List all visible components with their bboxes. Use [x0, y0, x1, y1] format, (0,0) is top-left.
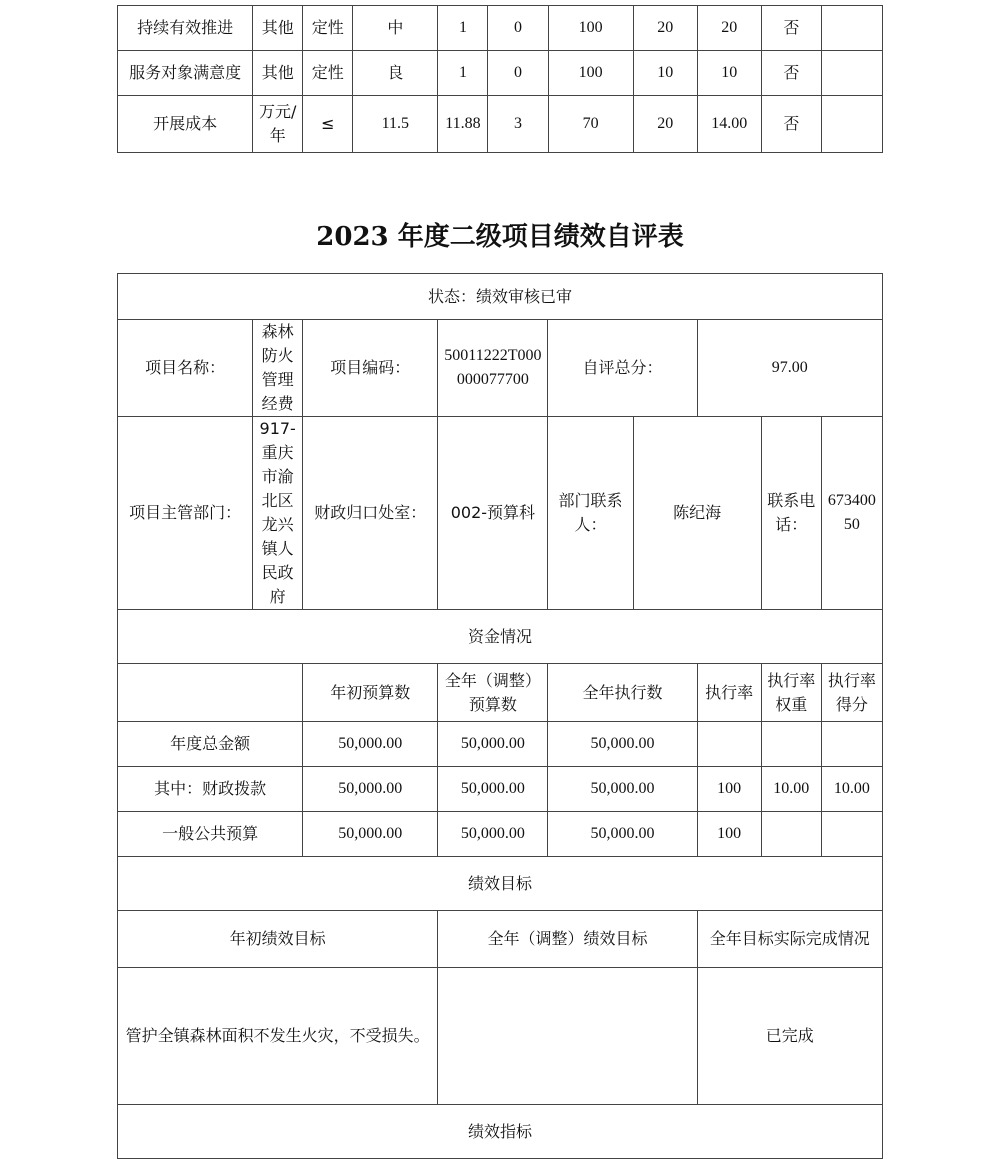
indicator-row	[118, 6, 883, 51]
funds-section-row	[118, 610, 883, 664]
standard: 0	[488, 51, 548, 96]
weight: 1	[438, 6, 488, 51]
standard: 3	[488, 96, 548, 153]
funds-header-executed: 全年执行数	[548, 664, 697, 722]
funds-row-label: 一般公共预算	[118, 812, 303, 857]
project-code-label: 项目编码：	[303, 320, 438, 417]
funds-weight	[761, 812, 821, 857]
deduction: 否	[761, 6, 821, 51]
goals-header-row	[118, 911, 883, 968]
indicators-section-title: 绩效指标	[118, 1105, 883, 1159]
funds-score	[821, 812, 882, 857]
contact-name: 陈纪海	[633, 417, 761, 610]
funds-header-adjusted: 全年（调整）预算数	[438, 664, 548, 722]
self-score: 97.00	[697, 320, 882, 417]
funds-header-row	[118, 664, 883, 722]
deduction: 否	[761, 96, 821, 153]
funds-adjusted: 50,000.00	[438, 722, 548, 767]
phone-number: 67340050	[821, 417, 882, 610]
indicators-section-row	[118, 1105, 883, 1159]
score: 10	[697, 51, 761, 96]
funds-executed: 50,000.00	[548, 722, 697, 767]
funds-row	[118, 812, 883, 857]
remark	[821, 51, 882, 96]
department-label: 项目主管部门：	[118, 417, 253, 610]
weight: 11.88	[438, 96, 488, 153]
goal-initial-text: 管护全镇森林面积不发生火灾，不受损失。	[118, 968, 438, 1105]
target-value: 11.5	[353, 96, 438, 153]
funds-weight	[761, 722, 821, 767]
funds-rate	[697, 722, 761, 767]
goals-header-adjusted: 全年（调整）绩效目标	[438, 911, 697, 968]
funds-rate: 100	[697, 767, 761, 812]
status-row	[118, 274, 883, 320]
score: 20	[697, 6, 761, 51]
indicator-name: 开展成本	[118, 96, 253, 153]
finance-office-label: 财政归口处室：	[303, 417, 438, 610]
funds-header-score: 执行率得分	[821, 664, 882, 722]
goal-adjusted-text	[438, 968, 697, 1105]
indicator-name: 服务对象满意度	[118, 51, 253, 96]
actual-value: 100	[548, 6, 633, 51]
self-score-label: 自评总分：	[548, 320, 697, 417]
target-value: 中	[353, 6, 438, 51]
weight: 1	[438, 51, 488, 96]
indicator-type: ≤	[303, 96, 353, 153]
funds-header-blank	[118, 664, 303, 722]
actual-value: 70	[548, 96, 633, 153]
status-text: 状态：绩效审核已审	[118, 274, 883, 320]
funds-section-title: 资金情况	[118, 610, 883, 664]
funds-header-weight: 执行率权重	[761, 664, 821, 722]
funds-initial: 50,000.00	[303, 812, 438, 857]
score-weight: 10	[633, 51, 697, 96]
indicator-row	[118, 51, 883, 96]
remark	[821, 96, 882, 153]
indicator-category: 万元/年	[253, 96, 303, 153]
standard: 0	[488, 6, 548, 51]
page-title: 2023 年度二级项目绩效自评表	[316, 222, 684, 252]
indicator-type: 定性	[303, 6, 353, 51]
score: 14.00	[697, 96, 761, 153]
indicator-category: 其他	[253, 6, 303, 51]
funds-rate: 100	[697, 812, 761, 857]
funds-row-label: 其中：财政拨款	[118, 767, 303, 812]
score-weight: 20	[633, 6, 697, 51]
funds-executed: 50,000.00	[548, 812, 697, 857]
funds-header-initial: 年初预算数	[303, 664, 438, 722]
department-row	[118, 417, 883, 610]
score-weight: 20	[633, 96, 697, 153]
actual-value: 100	[548, 51, 633, 96]
remark	[821, 6, 882, 51]
department: 917-重庆市渝北区龙兴镇人民政府	[253, 417, 303, 610]
goals-section-row	[118, 857, 883, 911]
goal-actual-text: 已完成	[697, 968, 882, 1105]
funds-weight: 10.00	[761, 767, 821, 812]
deduction: 否	[761, 51, 821, 96]
indicator-row	[118, 96, 883, 153]
indicator-continuation-table	[117, 5, 883, 153]
goals-content-row	[118, 968, 883, 1105]
goals-header-initial: 年初绩效目标	[118, 911, 438, 968]
funds-adjusted: 50,000.00	[438, 767, 548, 812]
funds-row-label: 年度总金额	[118, 722, 303, 767]
project-name: 森林防火管理经费	[253, 320, 303, 417]
funds-executed: 50,000.00	[548, 767, 697, 812]
funds-header-rate: 执行率	[697, 664, 761, 722]
funds-row	[118, 767, 883, 812]
goals-section-title: 绩效目标	[118, 857, 883, 911]
funds-adjusted: 50,000.00	[438, 812, 548, 857]
indicator-type: 定性	[303, 51, 353, 96]
target-value: 良	[353, 51, 438, 96]
goals-header-actual: 全年目标实际完成情况	[697, 911, 882, 968]
contact-label: 部门联系人：	[548, 417, 633, 610]
finance-office: 002-预算科	[438, 417, 548, 610]
funds-score	[821, 722, 882, 767]
indicator-category: 其他	[253, 51, 303, 96]
phone-label: 联系电话：	[761, 417, 821, 610]
project-code: 50011222T000000077700	[438, 320, 548, 417]
project-info-row	[118, 320, 883, 417]
funds-score: 10.00	[821, 767, 882, 812]
project-name-label: 项目名称：	[118, 320, 253, 417]
funds-initial: 50,000.00	[303, 722, 438, 767]
funds-row	[118, 722, 883, 767]
evaluation-table	[117, 273, 883, 1159]
indicator-name: 持续有效推进	[118, 6, 253, 51]
funds-initial: 50,000.00	[303, 767, 438, 812]
